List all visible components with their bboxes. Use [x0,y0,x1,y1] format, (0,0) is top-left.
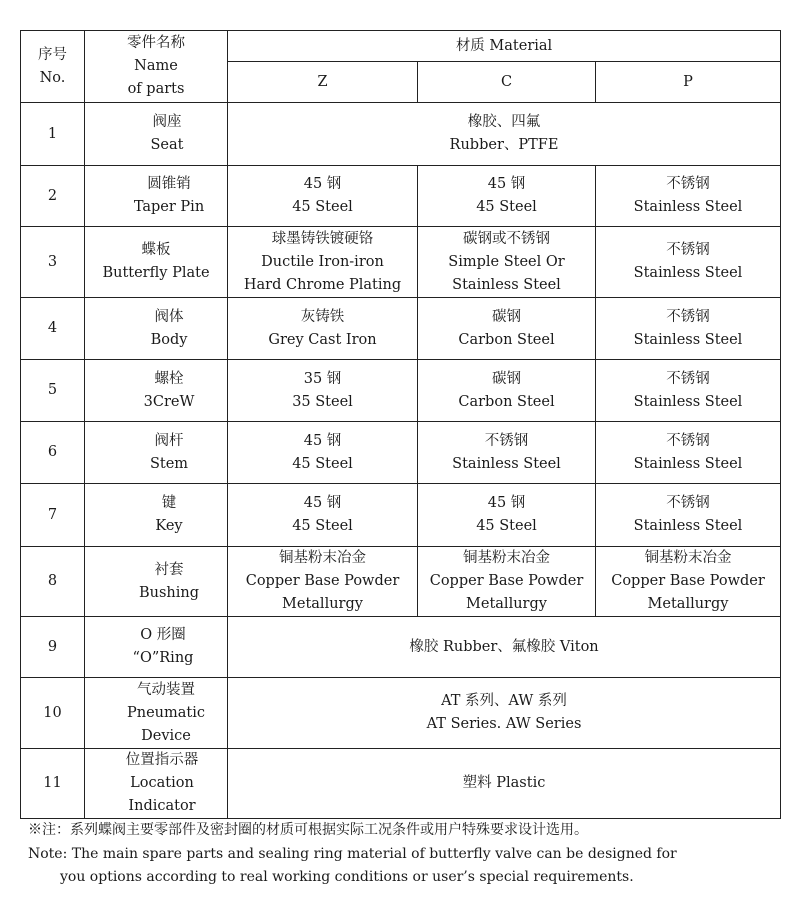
table-row [21,547,781,617]
material-c [418,298,596,360]
material-z-line: 35 钢 [303,370,342,387]
part-name-text [85,306,227,352]
material-merged [228,103,781,166]
material-c-line: Carbon Steel [458,393,555,410]
part-name-line: 衬套 [154,561,184,578]
row-number: 3 [21,227,85,298]
table-row [21,166,781,227]
header-row [21,31,781,62]
part-name [85,678,228,749]
note-chinese: ※注：系列蝶阀主要零部件及密封圈的材质可根据实际工况条件或用户特殊要求设计选用。 [28,822,588,838]
material-c [418,166,596,227]
row-number: 7 [21,484,85,547]
material-c-line: Stainless Steel [452,455,561,472]
material-z [228,166,418,227]
table-row [21,103,781,166]
material-p [596,227,781,298]
part-name [85,166,228,227]
material-z-line: 45 钢 [303,176,342,192]
part-name [85,422,228,484]
no-header [21,31,85,103]
table-row [21,227,781,298]
material-c [418,484,596,547]
material-z-line: 45 Steel [292,518,353,534]
material-z [228,298,418,360]
material-p-line: Stainless Steel [633,455,743,472]
material-z-line: 灰铸铁 [300,308,345,325]
material-p [596,166,781,227]
part-name-line: 圆锥销 [147,176,191,192]
part-name [85,103,228,166]
part-name [85,484,228,547]
row-number: 8 [21,547,85,617]
material-z-line: 45 Steel [292,455,353,472]
material-p [596,547,781,617]
material-c-line: 铜基粉末冶金 [463,550,550,566]
part-name-line: 阀座 [152,114,182,130]
part-name-line: “O”Ring [132,650,194,666]
part-name-text [85,430,227,476]
part-name-text [85,111,227,157]
material-p-line: Stainless Steel [633,518,743,534]
part-name-line: 位置指示器 [125,752,199,768]
material-p-line: 不锈钢 [666,242,710,258]
material-z-line: Copper Base Powder [245,573,400,589]
material-z-line: Ductile Iron-iron [261,253,384,270]
material-z [228,484,418,547]
part-name-text [85,368,227,414]
material-c-line: Stainless Steel [452,276,561,293]
material-z [228,227,418,298]
no-header-line: No. [39,69,66,86]
material-p-line: Stainless Steel [633,331,743,348]
note-english-line-2: you options according to real working conditions or user’s special requirements. [60,869,634,885]
material-p-line: Stainless Steel [633,393,743,410]
part-name-line: 3CreW [143,393,195,410]
material-merged [228,678,781,749]
material-z-line: 球墨铸铁镀硬铬 [271,230,374,247]
material-p [596,484,781,547]
material-p-line: Stainless Steel [633,199,743,215]
table-row [21,678,781,749]
material-merged-line: Rubber、PTFE [449,137,559,153]
part-name [85,547,228,617]
parts-header-line: Name [134,58,178,74]
part-name-line: 气动装置 [137,681,195,698]
table-row [21,298,781,360]
material-z-line: 铜基粉末冶金 [279,550,366,566]
material-p-line: Metallurgy [647,596,729,612]
row-number: 5 [21,360,85,422]
row-number: 11 [21,749,85,819]
material-p-line: 不锈钢 [666,308,710,325]
row-number: 2 [21,166,85,227]
material-merged-line: 塑料 Plastic [462,775,546,791]
material-z-line: 45 钢 [303,432,342,449]
material-c [418,360,596,422]
material-c-line: 45 钢 [487,495,526,511]
material-p-line: 不锈钢 [666,176,710,192]
material-p-line: 不锈钢 [666,432,710,449]
material-merged-line: AT 系列、AW 系列 [441,693,567,709]
material-z-line: Metallurgy [282,596,363,612]
table-row [21,484,781,547]
material-p [596,422,781,484]
part-name-text [85,239,227,285]
part-name-line: Body [150,331,188,348]
row-number: 4 [21,298,85,360]
row-number: 10 [21,678,85,749]
material-p [596,360,781,422]
part-name-line: Seat [150,137,184,153]
part-name-text [85,749,227,818]
material-p-line: 铜基粉末冶金 [644,550,732,566]
material-c-line: 45 钢 [487,176,526,192]
row-number: 6 [21,422,85,484]
material-merged [228,617,781,678]
part-name-line: 螺栓 [154,370,184,387]
part-name [85,617,228,678]
part-name-text [85,624,227,670]
column-header-c: C [418,62,596,103]
material-z [228,422,418,484]
table-row [21,422,781,484]
material-p-line: Stainless Steel [633,265,743,281]
material-c-line: Copper Base Powder [429,573,584,589]
part-name-text [85,173,227,219]
material-merged-line: 橡胶 Rubber、氟橡胶 Viton [409,638,599,655]
column-header-p: P [596,62,781,103]
material-c-line: 不锈钢 [484,432,529,449]
part-name-line: 蝶板 [141,242,171,258]
part-name-line: 阀杆 [154,432,184,449]
material-z-line: Hard Chrome Plating [243,276,402,293]
part-name [85,298,228,360]
table-row [21,617,781,678]
material-c [418,547,596,617]
material-c-line: 碳钢 [492,308,521,325]
material-c-line: Simple Steel Or [448,253,565,270]
row-number: 1 [21,103,85,166]
parts-header-line: of parts [127,81,185,97]
material-c [418,227,596,298]
parts-header-line: 零件名称 [127,35,185,51]
part-name-line: Key [155,518,183,534]
material-table [20,30,781,819]
material-c [418,422,596,484]
part-name [85,227,228,298]
part-name-line: Indicator [128,798,196,814]
material-z-line: 35 Steel [292,393,353,410]
material-z-line: Grey Cast Iron [268,331,377,348]
part-name-line: Location [130,775,194,791]
material-p-line: 不锈钢 [666,495,710,511]
material-c-line: 碳钢或不锈钢 [463,230,550,247]
material-c-line: 碳钢 [492,370,521,387]
material-z-line: 45 Steel [292,199,353,215]
part-name-text [85,559,227,605]
material-merged-line: 橡胶、四氟 [467,114,541,130]
parts-header [85,31,228,103]
material-p [596,298,781,360]
material-p-line: 不锈钢 [666,370,710,387]
table-row [21,360,781,422]
part-name-line: 阀体 [154,308,184,325]
material-merged-line: AT Series. AW Series [426,716,582,732]
row-number: 9 [21,617,85,678]
material-z-line: 45 钢 [303,495,342,511]
part-name-line: Taper Pin [133,199,205,215]
part-name-line: 键 [161,495,177,511]
part-name-text [85,679,227,748]
no-header-line: 序号 [38,46,67,63]
column-header-z: Z [228,62,418,103]
material-c-line: 45 Steel [476,518,537,534]
part-name-line: Device [141,727,191,744]
table-row [21,749,781,819]
part-name-line: Pneumatic [127,704,205,721]
material-z [228,547,418,617]
part-name [85,360,228,422]
part-name-line: O 形圈 [140,627,186,643]
part-name [85,749,228,819]
material-merged [228,749,781,819]
material-p-line: Copper Base Powder [611,573,765,589]
material-c-line: Metallurgy [466,596,547,612]
part-name-line: Bushing [138,584,200,601]
note-english-line-1: Note: The main spare parts and sealing ring material of butterfly valve can be designed for [28,846,677,862]
material-c-line: 45 Steel [476,199,537,215]
material-z [228,360,418,422]
part-name-line: Stem [149,455,189,472]
part-name-text [85,492,227,538]
part-name-line: Butterfly Plate [102,265,210,281]
material-header: 材质 Material [228,31,781,62]
material-c-line: Carbon Steel [458,331,555,348]
